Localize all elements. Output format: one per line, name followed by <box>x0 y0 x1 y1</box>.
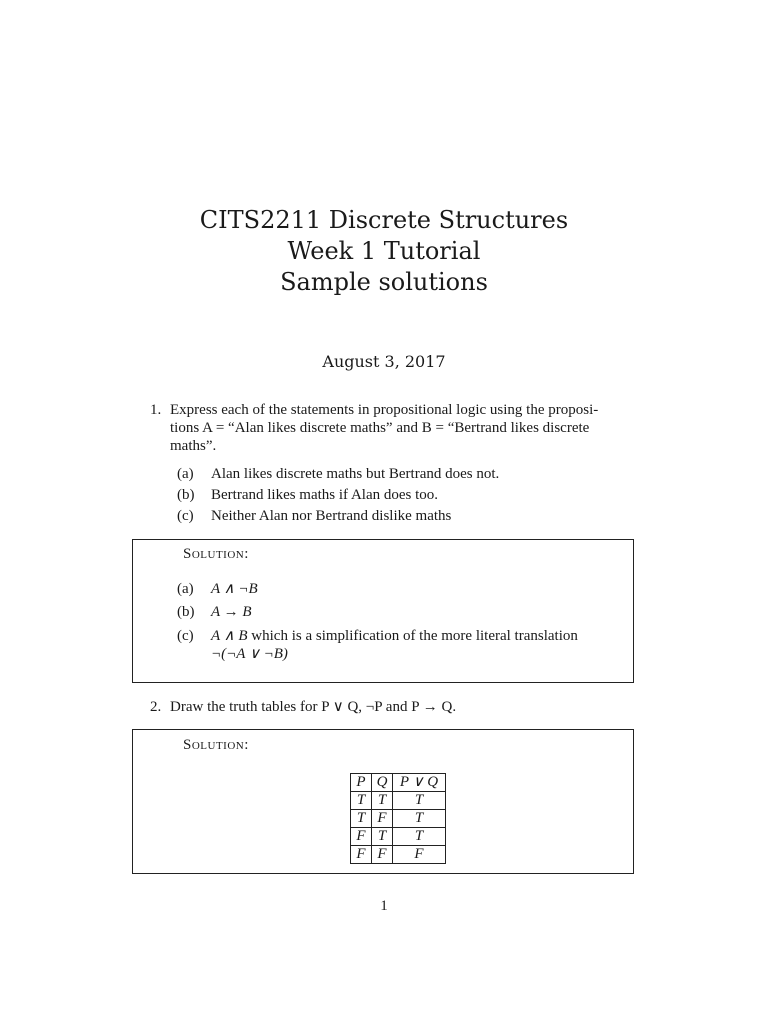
truth-table <box>350 773 446 864</box>
title-line-2: Week 1 Tutorial <box>287 237 481 265</box>
solution-part-b <box>177 603 252 621</box>
table-row <box>351 792 446 810</box>
part-math: A ∧ B <box>211 628 248 644</box>
part-label: (c) <box>177 628 194 644</box>
part-text: which is a simplification of the more literal translation <box>247 628 578 644</box>
solution-1-parts <box>177 580 627 680</box>
question-1-line-2: tions A = “Alan likes discrete maths” and B = “Bertrand likes discrete <box>170 420 590 436</box>
part-math: A → B <box>211 604 252 620</box>
question-1-part-b <box>177 486 438 504</box>
title-line-3: Sample solutions <box>280 268 488 296</box>
table-cell: T <box>393 810 446 828</box>
question-1-text <box>170 401 640 455</box>
table-cell: T <box>393 828 446 846</box>
question-2-text: Draw the truth tables for P ∨ Q, ¬P and P → Q. <box>170 699 457 715</box>
part-label: (b) <box>177 604 195 620</box>
question-1-line-1: Express each of the statements in propositional logic using the proposi- <box>170 402 599 418</box>
table-cell: F <box>351 828 372 846</box>
part-text: Bertrand likes maths if Alan does too. <box>211 487 439 503</box>
solution-box-2 <box>132 729 634 874</box>
table-cell: T <box>372 828 393 846</box>
question-1-line-3: maths”. <box>170 438 217 454</box>
truth-table-header <box>351 774 446 792</box>
question-2-number: 2. <box>150 699 162 715</box>
table-cell: F <box>372 810 393 828</box>
table-cell: T <box>393 792 446 810</box>
solution-label: Solution: <box>183 737 249 753</box>
table-row <box>351 846 446 864</box>
part-math: A ∧ ¬B <box>211 581 258 597</box>
table-row <box>351 828 446 846</box>
table-cell: T <box>351 810 372 828</box>
table-cell: F <box>372 846 393 864</box>
header-cell: P ∨ Q <box>393 774 446 792</box>
title-line-1: CITS2211 Discrete Structures <box>199 206 569 234</box>
table-row <box>351 810 446 828</box>
question-1-part-c <box>177 507 451 525</box>
part-text: Neither Alan nor Bertrand dislike maths <box>211 508 452 524</box>
table-cell: F <box>351 846 372 864</box>
page-number: 1 <box>380 898 388 914</box>
table-cell: T <box>372 792 393 810</box>
table-cell: T <box>351 792 372 810</box>
question-1-parts <box>177 465 637 525</box>
part-label: (b) <box>177 487 195 503</box>
part-label: (c) <box>177 508 194 524</box>
part-label: (a) <box>177 466 194 482</box>
question-1-number: 1. <box>150 402 162 418</box>
solution-box-1 <box>132 539 634 683</box>
question-1-part-a <box>177 465 499 483</box>
table-cell: F <box>393 846 446 864</box>
solution-part-a <box>177 580 258 598</box>
header-cell: Q <box>372 774 393 792</box>
solution-part-c <box>177 627 578 645</box>
part-text: Alan likes discrete maths but Bertrand does not. <box>211 466 500 482</box>
solution-part-c-continuation: ¬(¬A ∨ ¬B) <box>211 646 288 662</box>
document-date: August 3, 2017 <box>322 352 446 371</box>
header-cell: P <box>351 774 372 792</box>
part-label: (a) <box>177 581 194 597</box>
solution-label: Solution: <box>183 546 249 562</box>
